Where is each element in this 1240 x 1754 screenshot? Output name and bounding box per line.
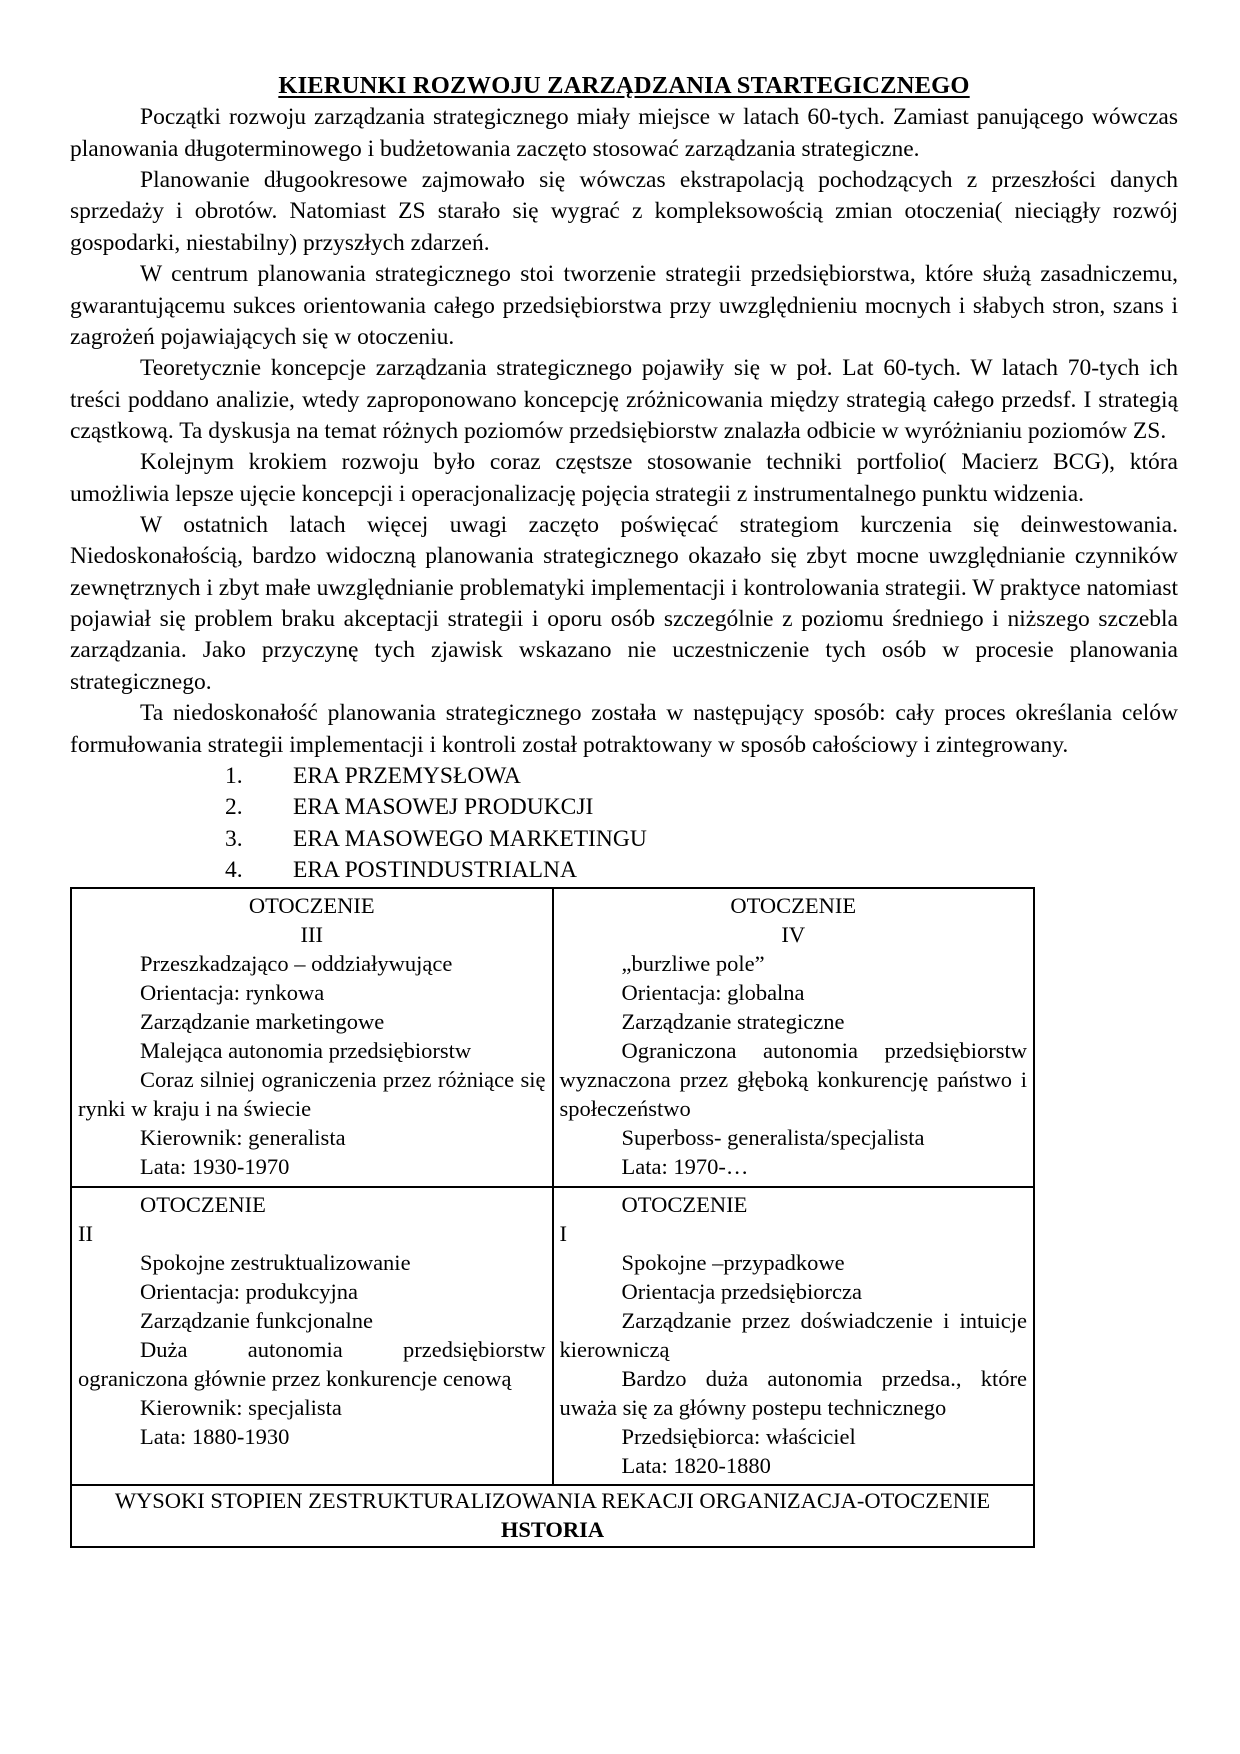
paragraph-7: Ta niedoskonałość planowania strategicznego została w następujący sposób: cały proces określania celów formułowania strategii implementacji i kontroli został potraktowany w sposób całościowy i zintegrowany. [70,700,1178,758]
quadrant-iv-line-5: Superboss- generalista/specjalista [621,1125,925,1151]
quadrant-iv-line-6: Lata: 1970-… [621,1154,749,1180]
paragraph-4: Teoretycznie koncepcje zarządzania strategicznego pojawiły się w poł. Lat 60-tych. W latach 70-tych ich treści poddano analizie, wtedy zaproponowano koncepcję zróżnicowania między strategią całego przedsf. I strategią cząstkową. Ta dyskusja na temat różnych poziomów przedsiębiorstw znalazła odbicie w wyróżnianiu poziomów ZS. [70,355,1178,444]
quadrant-iii-line-5: Coraz silniej ograniczenia przez różniące się rynki w kraju i na świecie [78,1067,546,1122]
paragraph-6: W ostatnich latach więcej uwagi zaczęto poświęcać strategiom kurczenia się deinwestowania. Niedoskonałością, bardzo widoczną planowania strategicznego okazało się zbyt mocne uwzględnianie czynników zewnętrznych i zbyt małe uwzględnianie problematyki implementacji i kontrolowania strategii. W praktyce natomiast pojawiał się problem braku akceptacji strategii i oporu osób szczególnie z poziomu średniego i niższego szczebla zarządzania. Jako przyczynę tych zjawisk wskazano nie uczestniczenie tych osób w procesie planowania strategicznego. [70,512,1178,695]
list-item [70,761,1178,792]
quadrant-i-heading: OTOCZENIE [621,1191,748,1217]
quadrant-iv-cell [553,888,1035,1186]
quadrant-iii-line-4: Malejąca autonomia przedsiębiorstw [140,1038,472,1064]
quadrant-i-line-2: Orientacja przedsiębiorcza [621,1278,862,1304]
list-item [70,855,1178,886]
quadrant-iv-header [560,891,1028,949]
list-item-label: ERA MASOWEJ PRODUKCJI [293,794,594,821]
quadrant-iii-line-2: Orientacja: rynkowa [140,980,325,1006]
quadrant-i-line-5: Przedsiębiorca: właściciel [621,1423,856,1449]
quadrant-ii-cell [71,1187,553,1485]
quadrant-ii-line-1: Spokojne zestruktualizowanie [140,1249,411,1275]
quadrant-iii-line-3: Zarządzanie marketingowe [140,1009,385,1035]
list-item [70,824,1178,855]
list-item-label: ERA MASOWEGO MARKETINGU [293,825,647,852]
list-item-index: 1. [225,762,243,789]
list-item-label: ERA PRZEMYSŁOWA [293,762,521,789]
quadrant-iii-cell [71,888,553,1186]
quadrant-iv-heading: OTOCZENIE [730,893,857,919]
era-list [70,761,1178,886]
quadrant-ii-line-3: Zarządzanie funkcjonalne [140,1307,373,1333]
matrix-footer-line-1: WYSOKI STOPIEN ZESTRUKTURALIZOWANIA REKACJI ORGANIZACJA-OTOCZENIE [114,1487,991,1513]
table-row [71,1485,1034,1548]
matrix-footer-line-2: HSTORIA [500,1516,605,1542]
quadrant-i-line-1: Spokojne –przypadkowe [621,1249,845,1275]
quadrant-i-roman: I [559,1220,567,1246]
matrix-footer-cell [71,1485,1034,1548]
quadrant-i-header [560,1190,1028,1248]
list-item [70,792,1178,823]
paragraph-5: Kolejnym krokiem rozwoju było coraz częstsze stosowanie techniki portfolio( Macierz BCG), która umożliwia lepsze ujęcie koncepcji i operacjonalizację pojęcia strategii z instrumentalnego punktu widzenia. [70,449,1178,507]
quadrant-iv-line-2: Orientacja: globalna [621,980,805,1006]
quadrant-ii-line-5: Kierownik: specjalista [140,1394,342,1420]
quadrant-iv-line-3: Zarządzanie strategiczne [621,1009,845,1035]
quadrant-i-line-3: Zarządzanie przez doświadczenie i intuicje kierowniczą [559,1307,1027,1362]
environment-matrix-table [70,887,1035,1548]
quadrant-ii-heading: OTOCZENIE [140,1191,266,1217]
quadrant-iii-line-6: Kierownik: generalista [140,1125,346,1151]
quadrant-iv-line-1: „burzliwe pole” [621,951,765,977]
list-item-index: 2. [225,794,243,821]
quadrant-i-cell [553,1187,1035,1485]
page-title: KIERUNKI ROZWOJU ZARZĄDZANIA STARTEGICZNEGO [278,72,970,99]
table-row [71,1187,1034,1485]
quadrant-iii-header [78,891,546,949]
quadrant-ii-header [78,1190,546,1248]
quadrant-ii-line-4: Duża autonomia przedsiębiorstw ograniczona głównie przez konkurencje cenową [78,1336,546,1391]
quadrant-iii-line-1: Przeszkadzająco – oddziaływujące [140,951,453,977]
quadrant-ii-line-6: Lata: 1880-1930 [140,1423,290,1449]
quadrant-ii-roman: II [78,1220,93,1246]
quadrant-iii-roman: III [300,922,323,948]
quadrant-i-line-6: Lata: 1820-1880 [621,1452,771,1478]
quadrant-iii-line-7: Lata: 1930-1970 [140,1154,290,1180]
table-row [71,888,1034,1186]
list-item-index: 3. [225,825,243,852]
list-item-index: 4. [225,856,243,883]
quadrant-i-line-4: Bardzo duża autonomia przedsa., które uważa się za główny postepu technicznego [559,1365,1027,1420]
quadrant-iv-line-4: Ograniczona autonomia przedsiębiorstw wyznaczona przez głęboką konkurencję państwo i społeczeństwo [559,1038,1027,1122]
list-item-label: ERA POSTINDUSTRIALNA [293,856,577,883]
quadrant-iv-roman: IV [781,922,806,948]
paragraph-2: Planowanie długookresowe zajmowało się wówczas ekstrapolacją pochodzących z przeszłości danych sprzedaży i obrotów. Natomiast ZS starało się wygrać z kompleksowością zmian otoczenia( nieciągły rozwój gospodarki, niestabilny) przyszłych zdarzeń. [70,167,1178,256]
quadrant-iii-heading: OTOCZENIE [248,893,375,919]
quadrant-ii-line-2: Orientacja: produkcyjna [140,1278,359,1304]
paragraph-3: W centrum planowania strategicznego stoi tworzenie strategii przedsiębiorstwa, które służą zasadniczemu, gwarantującemu sukces orientowania całego przedsiębiorstwa przy uwzględnieniu mocnych i słabych stron, szans i zagrożeń pojawiających się w otoczeniu. [70,261,1178,350]
paragraph-1: Początki rozwoju zarządzania strategicznego miały miejsce w latach 60-tych. Zamiast panującego wówczas planowania długoterminowego i budżetowania zaczęto stosować zarządzania strategiczne. [70,104,1178,162]
